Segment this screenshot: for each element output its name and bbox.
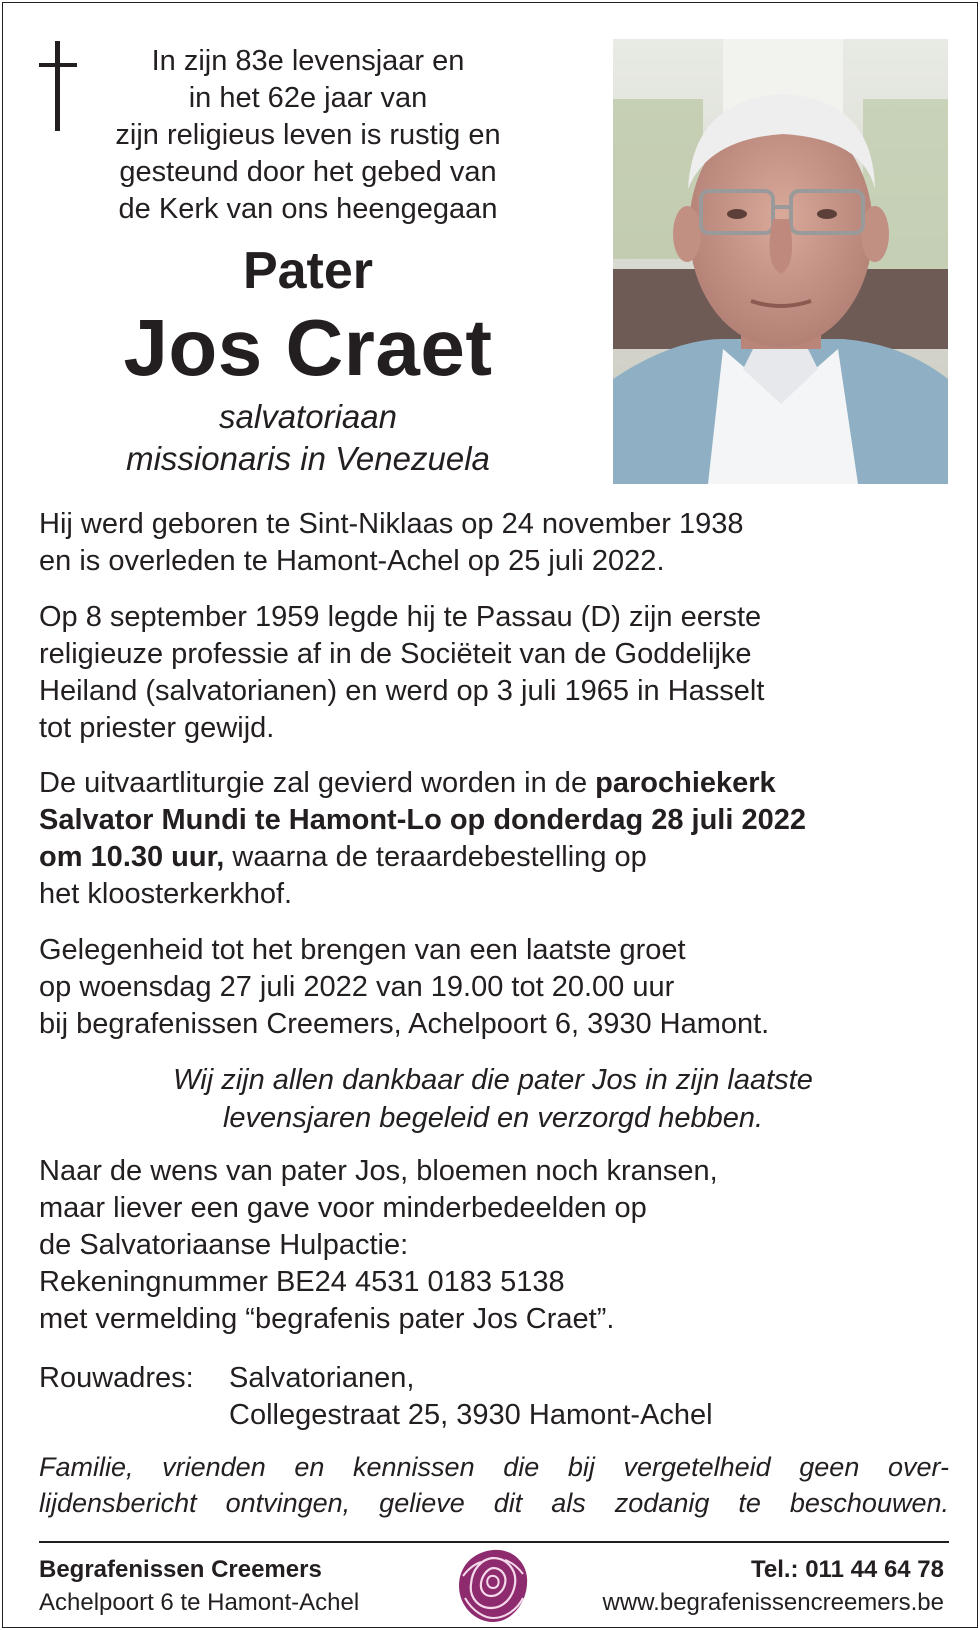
profession-paragraph: [39, 599, 949, 747]
text-normal: waarna de teraardebestelling op: [224, 841, 647, 873]
role-line: missionaris in Venezuela: [126, 440, 490, 477]
text-line: [39, 839, 949, 876]
text-line: levensjaren begeleid en verzorgd hebben.: [222, 1102, 764, 1134]
text-line: Gelegenheid tot het brengen van een laatste groet: [39, 934, 686, 966]
deceased-name: Jos Craet: [123, 303, 493, 392]
notice-note: [39, 1449, 949, 1521]
roles: [63, 396, 553, 480]
footer-divider: [39, 1541, 949, 1543]
donation-paragraph: [39, 1153, 949, 1338]
address-line: Collegestraat 25, 3930 Hamont-Achel: [229, 1399, 713, 1431]
text-line: Op 8 september 1959 legde hij te Passau (D) zijn eerste: [39, 601, 762, 633]
intro-line: zijn religieus leven is rustig en: [115, 119, 501, 151]
text-line: tot priester gewijd.: [39, 712, 275, 744]
text-normal: De uitvaartliturgie zal gevierd worden in de: [39, 767, 596, 799]
text-line: Heiland (salvatorianen) en werd op 3 juli 1965 in Hasselt: [39, 675, 765, 707]
intro-line: gesteund door het gebed van: [119, 156, 497, 188]
funeral-paragraph: [39, 765, 949, 913]
phone-number: Tel.: 011 44 64 78: [750, 1556, 944, 1583]
intro-text: [63, 43, 553, 228]
text-line: bij begrafenissen Creemers, Achelpoort 6, 3930 Hamont.: [39, 1008, 770, 1040]
text-line: [39, 765, 949, 802]
text-line: de Salvatoriaanse Hulpactie:: [39, 1229, 409, 1261]
text-bold: om 10.30 uur,: [39, 841, 225, 873]
footer-company: [39, 1553, 359, 1619]
text-line: lijdensbericht ontvingen, gelieve dit als zodanig te beschouwen.: [39, 1488, 949, 1518]
company-address: Achelpoort 6 te Hamont-Achel: [39, 1589, 360, 1616]
text-line: op woensdag 27 juli 2022 van 19.00 tot 20.00 uur: [39, 971, 675, 1003]
text-bold: Salvator Mundi te Hamont-Lo op donderdag 28 juli 2022: [39, 804, 806, 836]
portrait-photo: [613, 39, 948, 484]
thanks-paragraph: [43, 1061, 943, 1137]
role-line: salvatoriaan: [219, 398, 397, 435]
title-pater: Pater: [242, 242, 374, 300]
text-line: Hij werd geboren te Sint-Niklaas op 24 november 1938: [39, 508, 744, 540]
website-link[interactable]: www.begrafenissencreemers.be: [602, 1589, 944, 1616]
text-line: Wij zijn allen dankbaar die pater Jos in zijn laatste: [173, 1064, 813, 1096]
footer-contact: [603, 1553, 945, 1619]
obituary-card: [2, 2, 978, 1628]
rose-logo-icon: [455, 1546, 531, 1626]
company-name: Begrafenissen Creemers: [39, 1556, 322, 1583]
text-line: [39, 802, 949, 839]
intro-line: in het 62e jaar van: [188, 82, 428, 114]
address-label: Rouwadres:: [39, 1362, 194, 1394]
intro-line: In zijn 83e levensjaar en: [151, 45, 465, 77]
farewell-paragraph: [39, 932, 949, 1043]
birth-death-paragraph: [39, 506, 949, 580]
address-line: Salvatorianen,: [229, 1362, 415, 1394]
text-line: Naar de wens van pater Jos, bloemen noch kransen,: [39, 1155, 718, 1187]
text-line: Rekeningnummer BE24 4531 0183 5138: [39, 1266, 565, 1298]
address-lines: [229, 1360, 713, 1434]
text-line: met vermelding “begrafenis pater Jos Craet”.: [39, 1303, 615, 1335]
text-line: Familie, vrienden en kennissen die bij vergetelheid geen over-: [39, 1452, 949, 1482]
text-line: het kloosterkerkhof.: [39, 878, 293, 910]
text-line: maar liever een gave voor minderbedeelden op: [39, 1192, 647, 1224]
intro-line: de Kerk van ons heengegaan: [118, 193, 498, 225]
text-line: en is overleden te Hamont-Achel op 25 juli 2022.: [39, 545, 665, 577]
text-line: religieuze professie af in de Sociëteit van de Goddelijke: [39, 638, 752, 670]
text-bold: parochiekerk: [595, 767, 776, 799]
